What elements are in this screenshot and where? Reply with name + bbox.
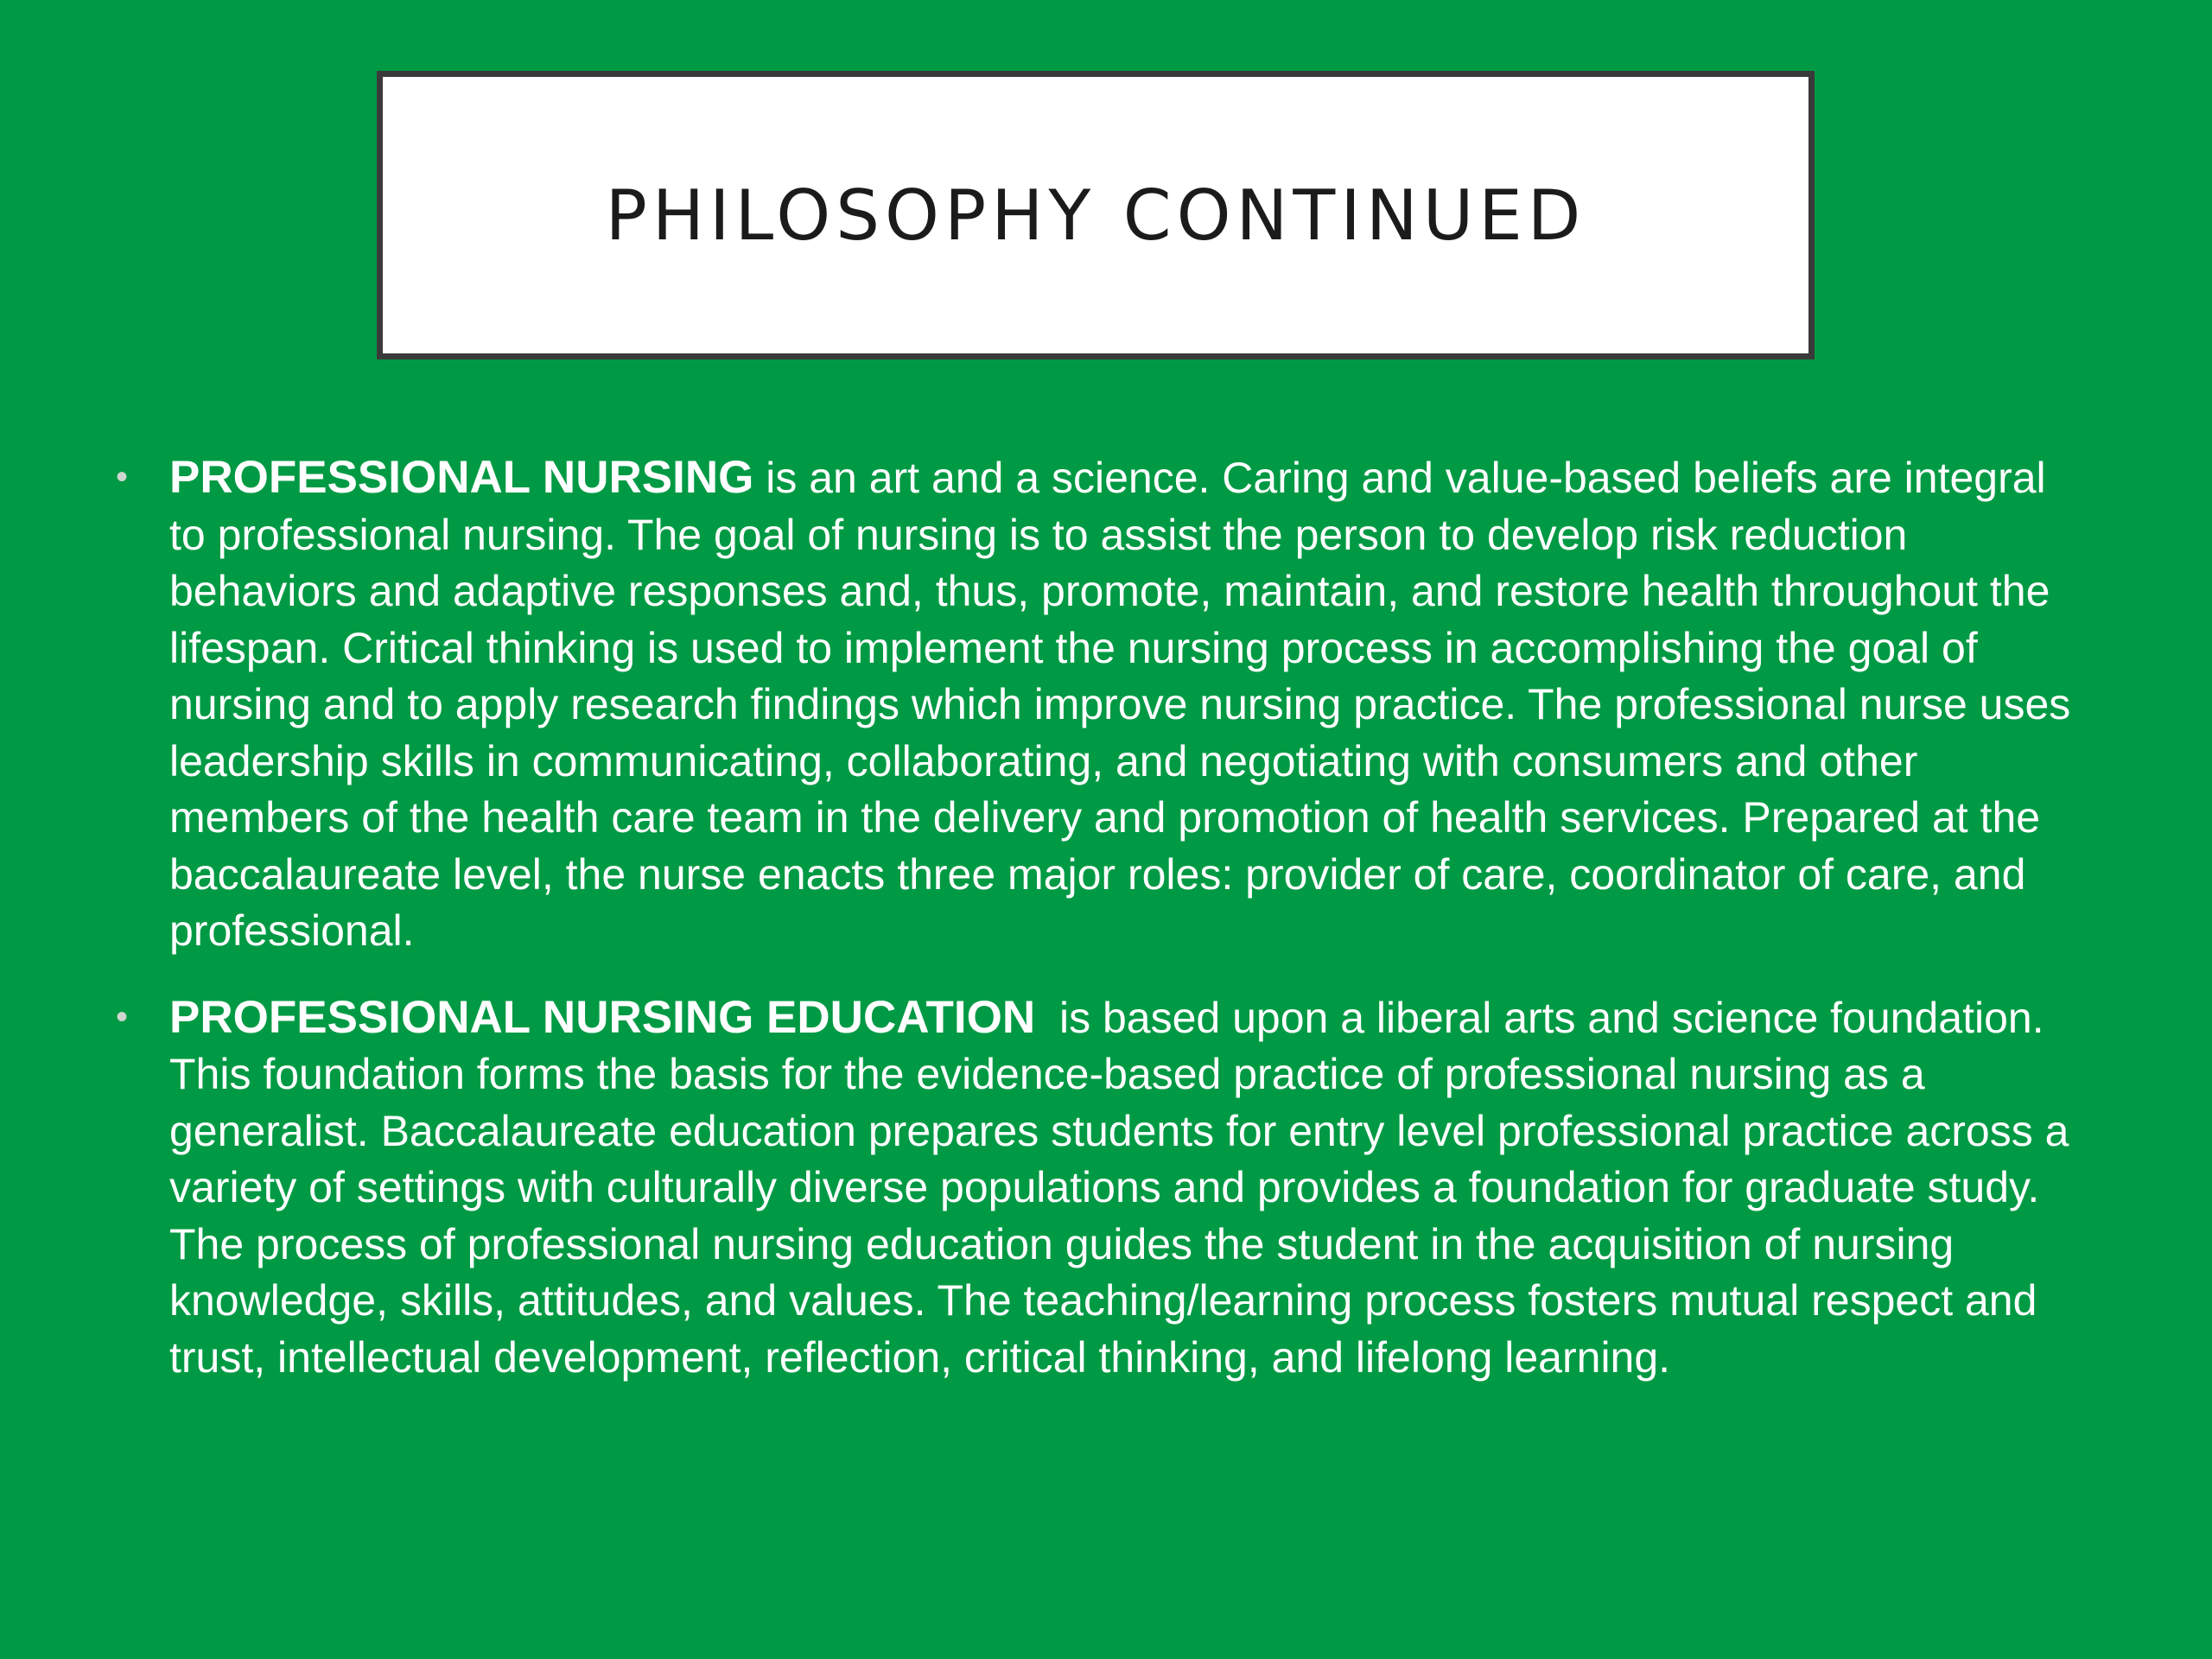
bullet-professional-nursing (112, 449, 2091, 960)
bullet-text: is an art and a science. Caring and value-based beliefs are integral to professional nursing. The goal of nursing is to assist the person to develop risk reduction behaviors and adaptive responses and, thus, promote, maintain, and restore health throughout the lifespan. Critical thinking is used to implement the nursing process in accomplishing the goal of nursing and to apply research findings which improve nursing practice. The professional nurse uses leadership skills in communicating, collaborating, and negotiating with consumers and other members of the health care team in the delivery and promotion of health services. Prepared at the baccalaureate level, the nurse enacts three major roles: provider of care, coordinator of care, and professional. (169, 454, 2083, 955)
bullet-dot-icon: • (116, 997, 129, 1036)
title-box (377, 71, 1815, 359)
bullet-list (112, 449, 2091, 1415)
bullet-dot-icon: • (116, 458, 129, 496)
bullet-professional-nursing-education (112, 989, 2091, 1387)
slide-title: PHILOSOPHY CONTINUED (605, 175, 1586, 256)
bullet-text: is based upon a liberal arts and science foundation. This foundation forms the basis for the evidence-based practice of professional nursing as a generalist. Baccalaureate education prepares students for entry level professional practice across a variety of settings with culturally diverse populations and provides a foundation for graduate study. The process of professional nursing education guides the student in the acquisition of nursing knowledge, skills, attitudes, and values. The teaching/learning process fosters mutual respect and trust, intellectual development, reflection, critical thinking, and lifelong learning. (169, 993, 2082, 1382)
bullet-lead: PROFESSIONAL NURSING (169, 452, 754, 503)
bullet-lead: PROFESSIONAL NURSING EDUCATION (169, 991, 1036, 1043)
